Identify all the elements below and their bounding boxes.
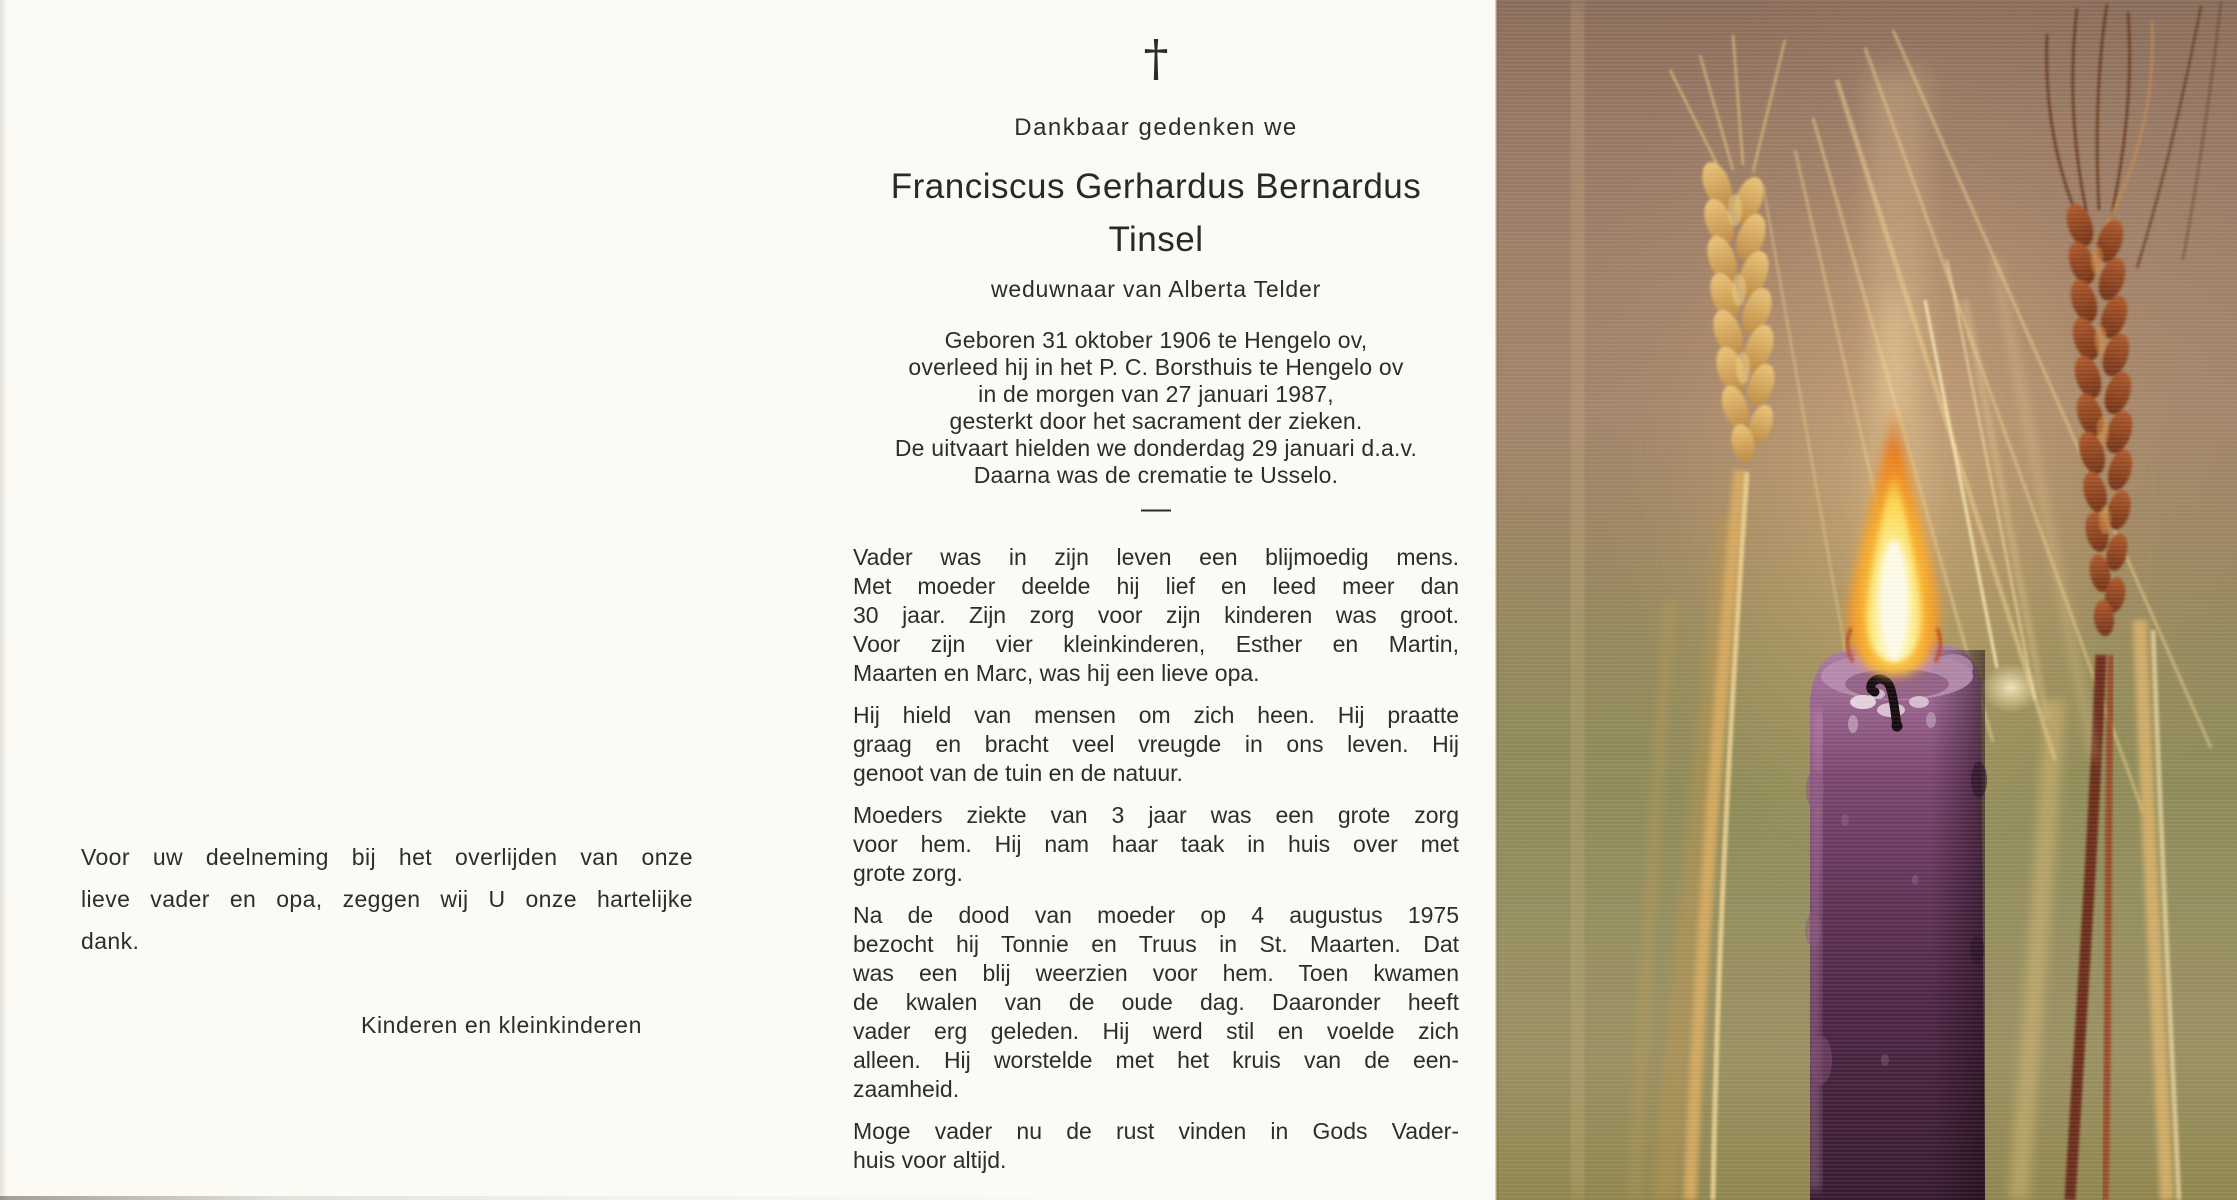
memorial-paragraphs: [853, 543, 1459, 1175]
text-line: Maarten en Marc, was hij een lieve opa.: [853, 660, 1260, 686]
text-line: Moge vader nu de rust vinden in Gods Vader-: [853, 1118, 1459, 1144]
section-divider: —: [1141, 492, 1171, 525]
text-line: Voor uw deelneming bij het overlijden van onze: [81, 844, 693, 870]
text-line: voor hem. Hij nam haar taak in huis over met: [853, 831, 1459, 857]
life-details-text: Geboren 31 oktober 1906 te Hengelo ov, overleed hij in het P. C. Borsthuis te Hengelo ov in de morgen van 27 januari 1987, gesterkt door het sacrament der zieken. De uitvaart hielden we donderdag 29 januari d.a.v. Daarna was de crematie te Usselo.: [894, 327, 1418, 488]
thanks-text: [81, 836, 693, 962]
memorial-paragraph: [853, 1117, 1459, 1175]
relation-text: weduwnaar van Alberta Telder: [990, 276, 1322, 302]
candle: [1805, 636, 1987, 1200]
text-line: Voor zijn vier kleinkinderen, Esther en Martin,: [853, 631, 1459, 657]
text-line: alleen. Hij worstelde met het kruis van de een-: [853, 1047, 1459, 1073]
candle-photo: [1495, 0, 2237, 1200]
text-line: dank.: [81, 928, 140, 954]
text-line: genoot van de tuin en de natuur.: [853, 760, 1183, 786]
text-line: Hij hield van mensen om zich heen. Hij praatte: [853, 702, 1459, 728]
text-line: zaamheid.: [853, 1076, 960, 1102]
signature-text: Kinderen en kleinkinderen: [361, 1012, 642, 1038]
memorial-paragraph: [853, 801, 1459, 888]
text-line: huis voor altijd.: [853, 1147, 1007, 1173]
scan-edge-left: [0, 0, 7, 1200]
intro-text: Dankbaar gedenken we: [1014, 114, 1298, 141]
candle-wheat-illustration: [1495, 0, 2237, 1200]
memorial-paragraph: [853, 543, 1459, 688]
text-line: Met moeder deelde hij lief en leed meer dan: [853, 573, 1459, 599]
memorial-paragraph: [853, 901, 1459, 1104]
center-panel: [853, 0, 1459, 1200]
text-line: lieve vader en opa, zeggen wij U onze hartelijke: [81, 886, 693, 912]
cross-icon: †: [1143, 29, 1169, 87]
deceased-name: Franciscus Gerhardus Bernardus Tinsel: [890, 167, 1422, 259]
text-line: graag en bracht veel vreugde in ons leven. Hij: [853, 731, 1459, 757]
text-line: Vader was in zijn leven een blijmoedig mens.: [853, 544, 1459, 570]
memorial-paragraph: [853, 701, 1459, 788]
text-line: bezocht hij Tonnie en Truus in St. Maarten. Dat: [853, 931, 1459, 957]
text-line: grote zorg.: [853, 860, 963, 886]
text-line: Na de dood van moeder op 4 augustus 1975: [853, 902, 1459, 928]
glow-spot: [1981, 663, 2041, 713]
text-line: vader erg geleden. Hij werd stil en voelde zich: [853, 1018, 1459, 1044]
text-line: Moeders ziekte van 3 jaar was een grote zorg: [853, 802, 1459, 828]
text-line: de kwalen van de oude dag. Daaronder heeft: [853, 989, 1459, 1015]
text-line: 30 jaar. Zijn zorg voor zijn kinderen was groot.: [853, 602, 1459, 628]
text-line: was een blij weerzien voor hem. Toen kwamen: [853, 960, 1459, 986]
